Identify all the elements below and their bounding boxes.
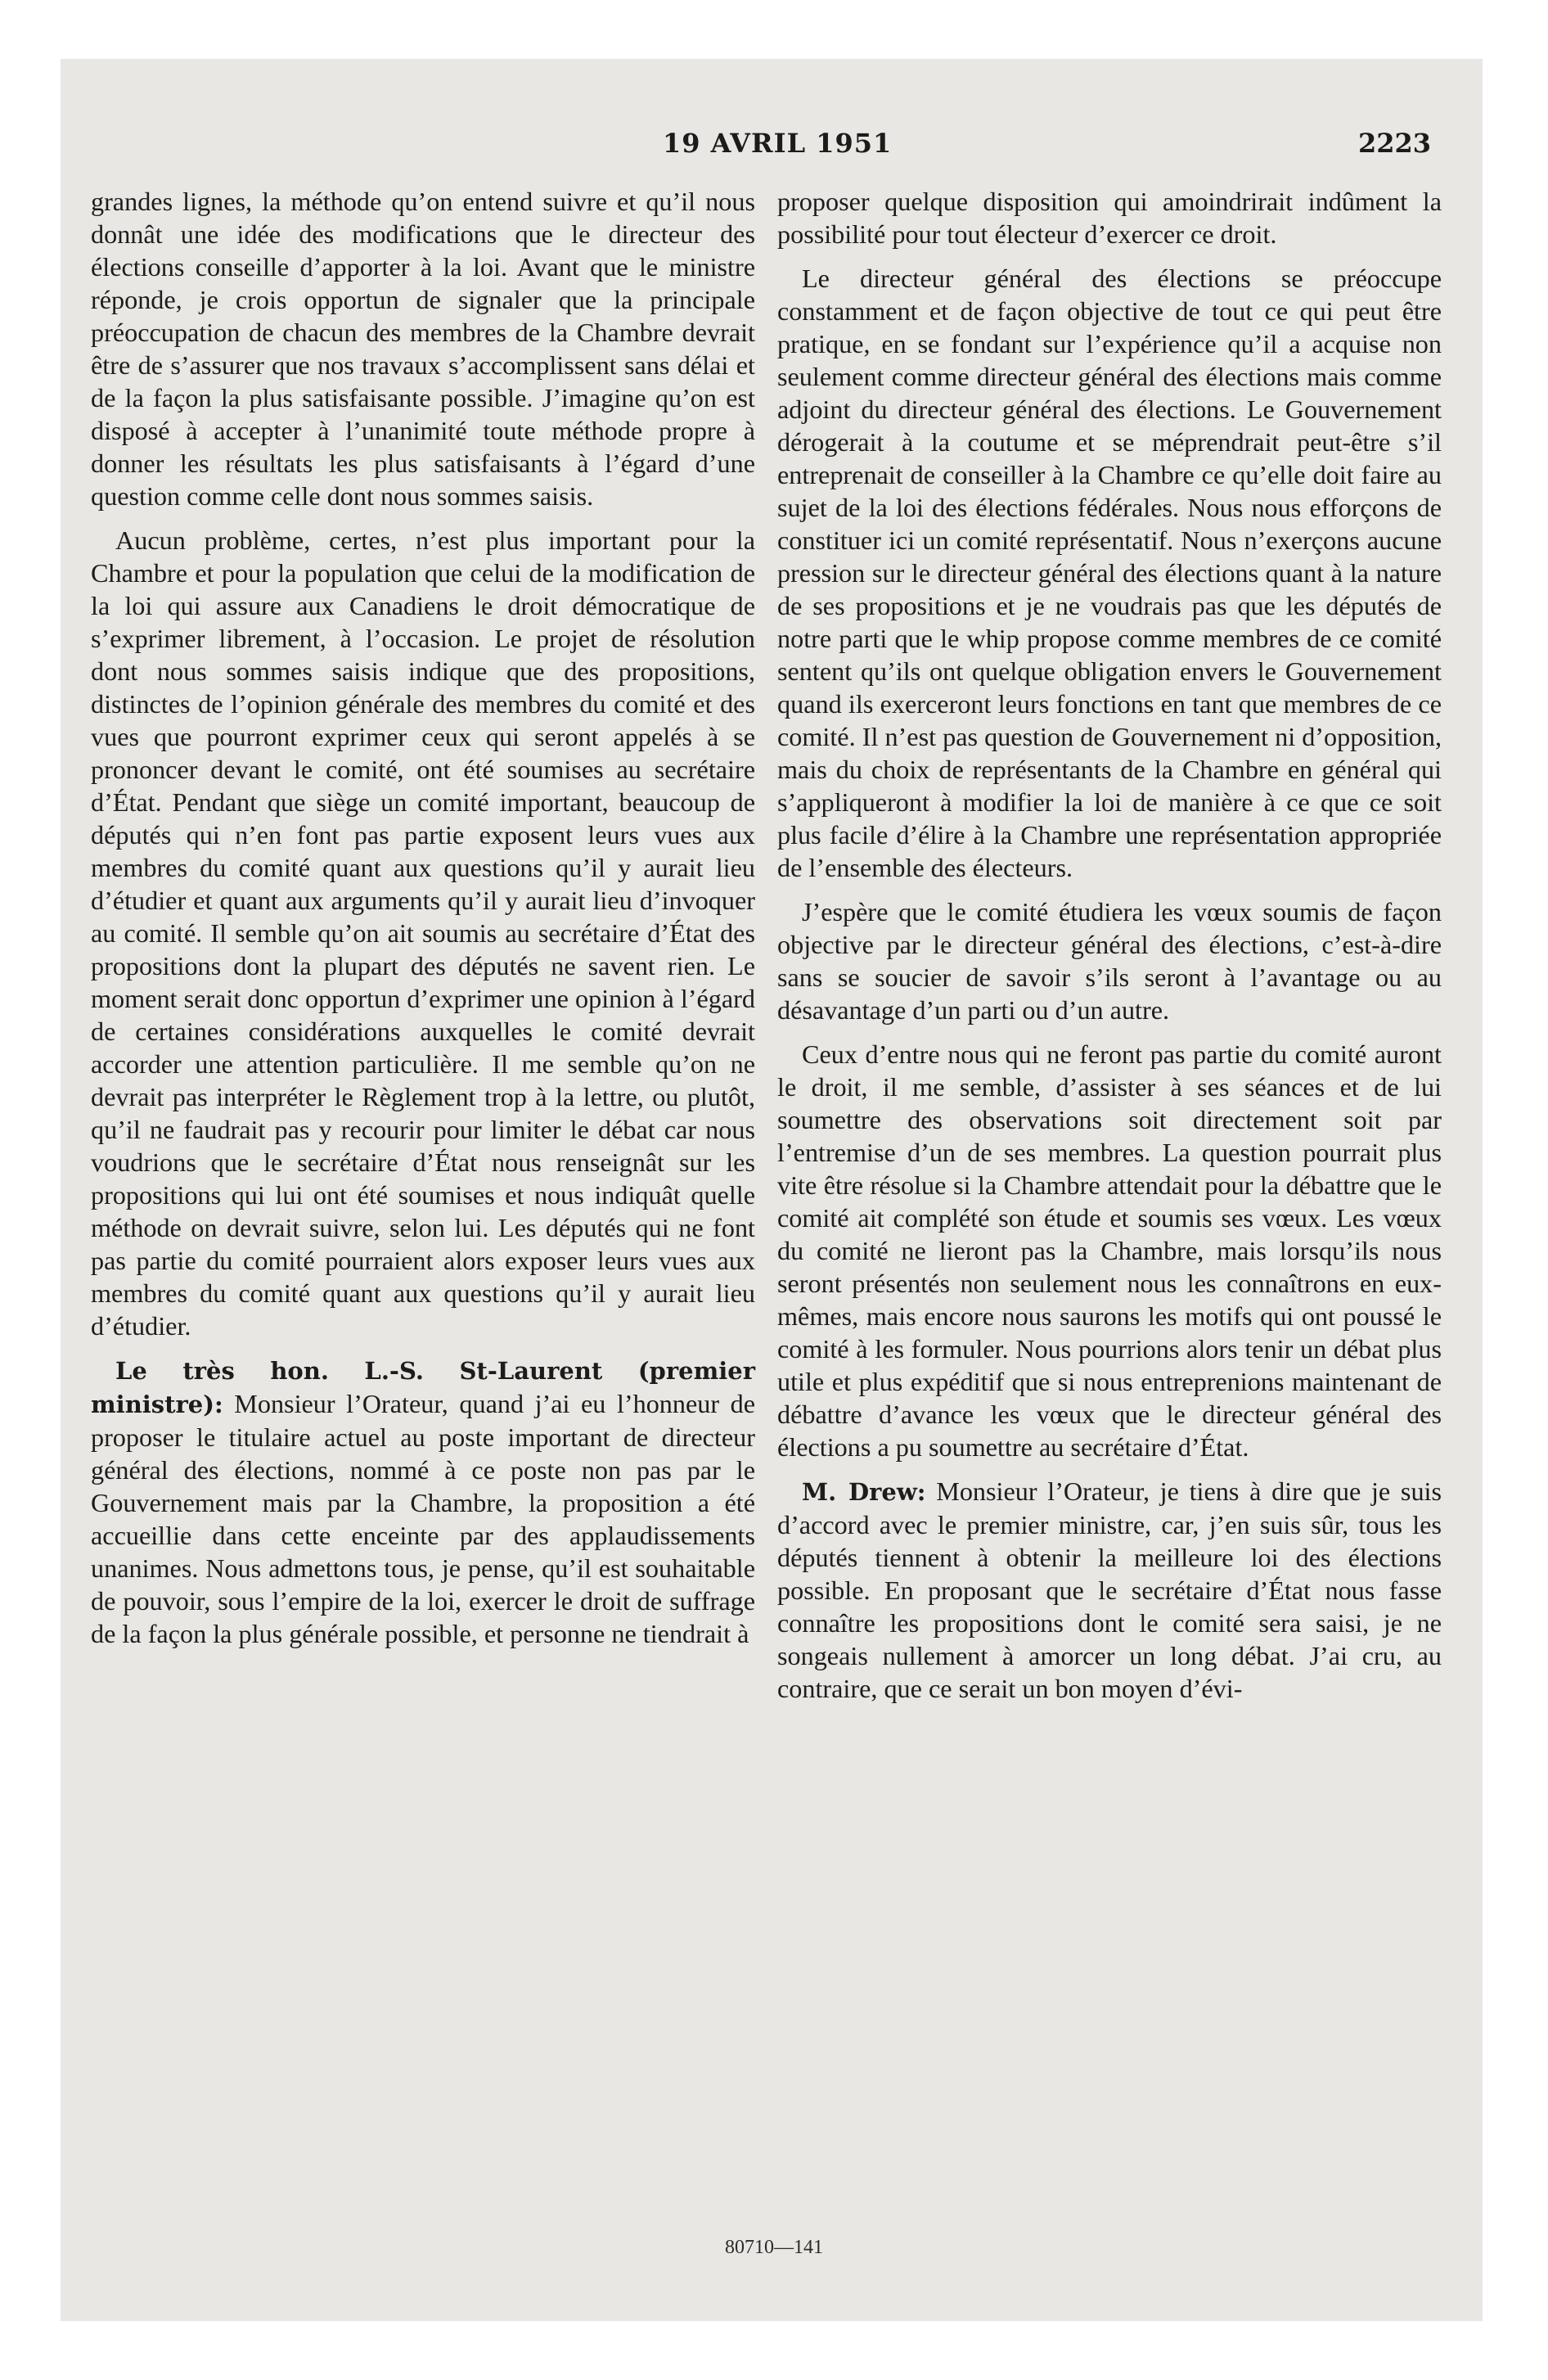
paragraph: grandes lignes, la méthode qu’on entend suivre et qu’il nous donnât une idée des modifications que le directeur des élections conseille d’apporter à la loi. Avant que le ministre réponde, je crois opportun de signaler que la principale préoccupation de chacun des membres de la Chambre devrait être de s’assurer que nos travaux s’accomplissent sans délai et de la façon la plus satisfaisante possible. J’imagine qu’on est disposé à accepter à l’unanimité toute méthode propre à donner les résultats les plus satisfaisants à l’égard d’une question comme celle dont nous sommes saisis. — [91, 187, 755, 511]
speaker-name: Le très hon. L.-S. St-Laurent (premier ministre): — [91, 1357, 755, 1418]
speech-text: Monsieur l’Orateur, je tiens à dire que je suis d’accord avec le premier ministre, car, j’en suis sûr, tous les députés tiennent à obtenir la meilleure loi des élections possible. En proposant que le secrétaire d’État nous fasse connaître les propositions dont le comité sera saisi, je ne songeais nullement à amorcer un long débat. J’ai cru, au contraire, que ce serait un bon moyen d’évi- — [777, 1476, 1442, 1703]
paragraph: Le directeur général des élections se préoccupe constamment et de façon objective de tout ce qui peut être pratique, en se fondant sur l’expérience qu’il a acquise non seulement comme directeur général des élections mais comme adjoint du directeur général des élections. Le Gouvernement dérogerait à la coutume et se méprendrait peut-être s’il entreprenait de conseiller à la Chambre ce qu’elle doit faire au sujet de la loi des élections fédérales. Nous nous efforçons de constituer ici un comité représentatif. Nous n’exerçons aucune pression sur le directeur général des élections quant à la nature de ses propositions et je ne voudrais pas que les députés de notre parti que le whip propose comme membres de ce comité sentent qu’ils ont quelque obligation envers le Gouvernement quand ils exerceront leurs fonctions en tant que membres de ce comité. Il n’est pas question de Gouvernement ni d’opposition, mais du choix de représentants de la Chambre en général qui s’appliqueront à modifier la loi de manière à ce que ce soit plus facile d’élire à la Chambre une représentation appropriée de l’ensemble des électeurs. — [777, 264, 1442, 882]
page-header — [0, 69, 1548, 159]
paragraph: J’espère que le comité étudiera les vœux soumis de façon objective par le directeur général des élections, c’est-à-dire sans se soucier de savoir s’ils seront à l’avantage ou au désavantage d’un parti ou d’un autre. — [777, 897, 1442, 1025]
paragraph: proposer quelque disposition qui amoindrirait indûment la possibilité pour tout électeur d’exercer ce droit. — [777, 187, 1442, 249]
right-column — [777, 185, 1442, 1716]
page-footer — [0, 2237, 1548, 2259]
page-date: 19 AVRIL 1951 — [663, 128, 893, 159]
speaker-name: M. Drew: — [802, 1478, 926, 1506]
speech-paragraph — [91, 1354, 755, 1650]
paragraph: Aucun problème, certes, n’est plus important pour la Chambre et pour la population que celui de la modification de la loi qui assure aux Canadiens le droit démocratique de s’exprimer librement, à l’occasion. Le projet de résolution dont nous sommes saisis indique que des propositions, distinctes de l’opinion générale des membres du comité et des vues que pourront exprimer ceux qui seront appelés à se prononcer devant le comité, ont été soumises au secrétaire d’État. Pendant que siège un comité important, beaucoup de députés qui n’en font pas partie exposent leurs vues aux membres du comité quant aux questions qu’il y aurait lieu d’étudier et quant aux arguments qu’il y aurait lieu d’invoquer au comité. Il semble qu’on ait soumis au secrétaire d’État des propositions dont la plupart des députés ne savent rien. Le moment serait donc opportun d’exprimer une opinion à l’égard de certaines considérations auxquelles le comité devrait accorder une attention particulière. Il me semble qu’on ne devrait pas interpréter le Règlement trop à la lettre, ou plutôt, qu’il ne faudrait pas y recourir pour limiter le débat car nous voudrions que le secrétaire d’État nous renseignât sur les propositions qui lui ont été soumises et nous indiquât quelle méthode on devrait suivre, selon lui. Les députés qui ne font pas partie du comité pourraient alors exposer leurs vues aux membres du comité quant aux questions qu’il y aurait lieu d’étudier. — [91, 525, 755, 1341]
page-number: 2223 — [1358, 128, 1432, 159]
paragraph: Ceux d’entre nous qui ne feront pas partie du comité auront le droit, il me semble, d’assister à ses séances et de lui soumettre des observations soit directement soit par l’entremise d’un de ses membres. La question pourrait plus vite être résolue si la Chambre attendait pour la débattre que le comité ait complété son étude et soumis ses vœux. Les vœux du comité ne lieront pas la Chambre, mais lorsqu’ils nous seront présentés non seulement nous les connaîtrons en eux-mêmes, mais encore nous saurons les motifs qui ont poussé le comité à les formuler. Nous pourrions alors tenir un débat plus utile et plus expéditif que si nous entreprenions maintenant de débattre d’avance les vœux que le directeur général des élections a pu soumettre au secrétaire d’État. — [777, 1039, 1442, 1462]
left-column — [91, 185, 755, 1661]
speech-text: Monsieur l’Orateur, quand j’ai eu l’honneur de proposer le titulaire actuel au poste important de directeur général des élections, nommé à ce poste non pas par le Gouvernement mais par la Chambre, la proposition a été accueillie dans cette enceinte par des applaudissements unanimes. Nous admettons tous, je pense, qu’il est souhaitable de pouvoir, sous l’empire de la loi, exercer le droit de suffrage de la façon la plus générale possible, et personne ne tiendrait à — [91, 1389, 755, 1648]
speech-paragraph — [777, 1475, 1442, 1705]
print-code: 80710—141 — [725, 2237, 823, 2258]
